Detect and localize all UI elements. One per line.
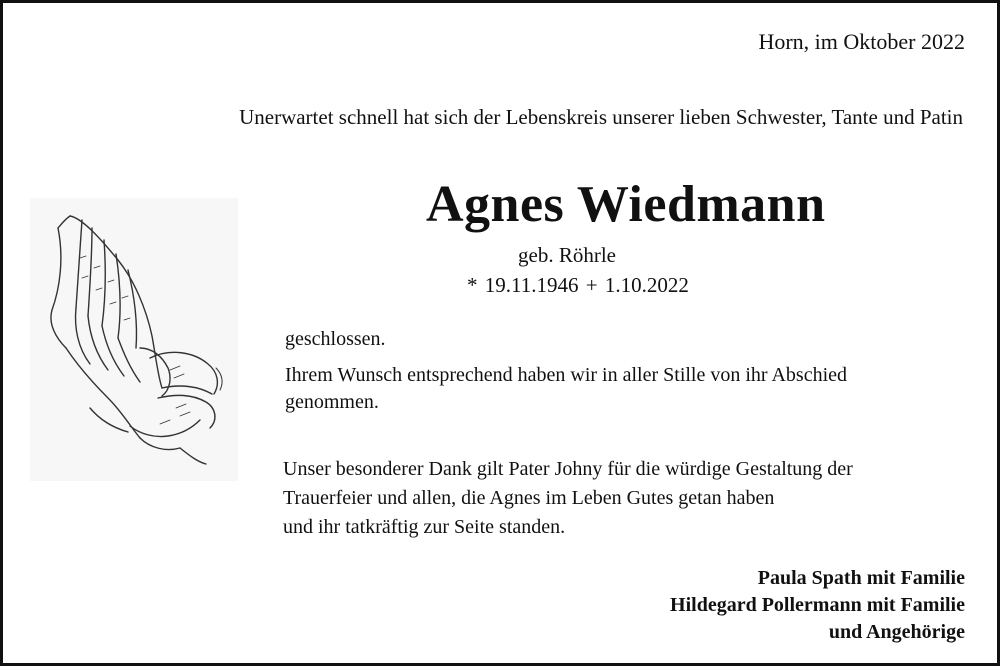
signers-block [670,565,965,646]
life-dates: * 19.11.1946 + 1.10.2022 [467,273,689,297]
thanks-line-1: Unser besonderer Dank gilt Pater Johny für die würdige Gestaltung der [283,458,853,480]
signer-2: Hildegard Pollermann mit Familie [670,594,965,616]
thanks-line-2: Trauerfeier und allen, die Agnes im Leben Gutes getan haben [283,487,775,509]
signer-3: und Angehörige [828,621,965,643]
place-date: Horn, im Oktober 2022 [758,29,965,54]
thanks-paragraph [283,455,853,542]
intro-text: Unerwartet schnell hat sich der Lebenskreis unserer lieben Schwester, Tante und Patin [239,105,963,129]
closed-text: geschlossen. [285,328,386,350]
thanks-line-3: und ihr tatkräftig zur Seite standen. [283,516,566,538]
deceased-name: Agnes Wiedmann [426,176,826,233]
signer-1: Paula Spath mit Familie [757,567,965,589]
farewell-text: Ihrem Wunsch entsprechend haben wir in aller Stille von ihr Abschied genommen. [285,364,848,413]
praying-hands-icon [30,198,238,481]
birth-name: geb. Röhrle [518,243,616,267]
